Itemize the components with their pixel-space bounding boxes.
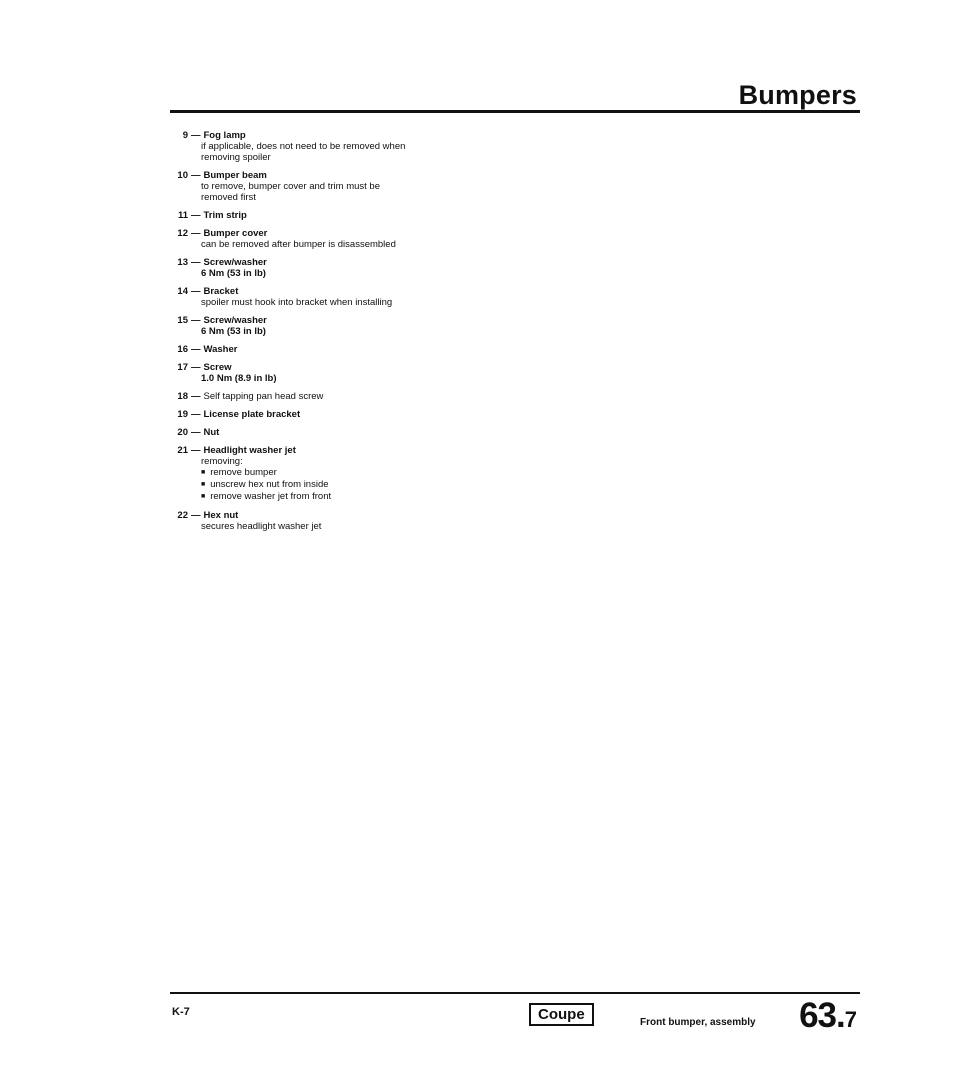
- item-title: Bracket: [203, 286, 239, 297]
- item-number: 10: [177, 170, 188, 181]
- item-dash: —: [191, 391, 201, 402]
- item-dash: —: [191, 257, 201, 268]
- item-heading: [171, 130, 531, 141]
- item-heading: [171, 286, 531, 297]
- list-item: [171, 286, 531, 308]
- item-dash: —: [191, 510, 201, 521]
- item-note: spoiler must hook into bracket when installing: [201, 297, 393, 308]
- item-dash: —: [191, 210, 201, 221]
- item-dash: —: [191, 286, 201, 297]
- item-number: 9: [182, 130, 188, 141]
- item-heading: [171, 344, 531, 355]
- footer-rule: [170, 992, 860, 994]
- item-title: Screw/washer: [203, 315, 267, 326]
- item-number: 16: [177, 344, 188, 355]
- list-item: [171, 391, 531, 402]
- step-item: ■ remove bumper: [201, 467, 531, 479]
- list-item: [171, 427, 531, 438]
- item-title: Screw/washer: [203, 257, 267, 268]
- item-note: removed first: [201, 192, 256, 203]
- item-note: removing spoiler: [201, 152, 271, 163]
- item-heading: [171, 510, 531, 521]
- item-title: Nut: [203, 427, 220, 438]
- torque-spec: 6 Nm (53 in lb): [201, 268, 266, 279]
- item-number: 14: [177, 286, 188, 297]
- header-rule: [170, 110, 860, 113]
- item-title: Headlight washer jet: [203, 445, 296, 456]
- item-note: to remove, bumper cover and trim must be: [201, 181, 380, 192]
- list-item: [171, 210, 531, 221]
- item-number: 19: [177, 409, 188, 420]
- item-number: 15: [177, 315, 188, 326]
- list-item: [171, 130, 531, 163]
- item-dash: —: [191, 228, 201, 239]
- step-item: ■ unscrew hex nut from inside: [201, 479, 531, 491]
- torque-spec: 1.0 Nm (8.9 in lb): [201, 373, 277, 384]
- item-heading: [171, 427, 531, 438]
- item-heading: [171, 409, 531, 420]
- item-number: 13: [177, 257, 188, 268]
- page-code: K-7: [172, 1006, 190, 1018]
- item-title: Fog lamp: [203, 130, 246, 141]
- list-item: [171, 409, 531, 420]
- item-dash: —: [191, 409, 201, 420]
- step-list: [171, 467, 531, 503]
- list-item: [171, 344, 531, 355]
- list-item: [171, 228, 531, 250]
- item-number: 20: [177, 427, 188, 438]
- item-title: Screw: [203, 362, 232, 373]
- item-number: 17: [177, 362, 188, 373]
- page-title: Bumpers: [738, 80, 857, 110]
- item-number: 18: [177, 391, 188, 402]
- section-label: Front bumper, assembly: [640, 1017, 756, 1028]
- item-note: if applicable, does not need to be removed when: [201, 141, 406, 152]
- item-heading: [171, 445, 531, 456]
- item-note: removing:: [201, 456, 243, 467]
- item-dash: —: [191, 170, 201, 181]
- item-heading: [171, 210, 531, 221]
- item-dash: —: [191, 445, 201, 456]
- torque-spec: 6 Nm (53 in lb): [201, 326, 266, 337]
- item-dash: —: [191, 362, 201, 373]
- page-number-sub: 7: [844, 1007, 857, 1032]
- item-title: Self tapping pan head screw: [203, 391, 324, 402]
- item-title: License plate bracket: [203, 409, 301, 420]
- item-heading: [171, 362, 531, 373]
- item-dash: —: [191, 344, 201, 355]
- item-dash: —: [191, 427, 201, 438]
- step-item: ■ remove washer jet from front: [201, 491, 531, 503]
- item-number: 12: [177, 228, 188, 239]
- item-note: secures headlight washer jet: [201, 521, 322, 532]
- item-dash: —: [191, 130, 201, 141]
- parts-list: [171, 130, 531, 539]
- item-title: Hex nut: [203, 510, 239, 521]
- item-heading: [171, 315, 531, 326]
- list-item: [171, 445, 531, 503]
- item-heading: [171, 257, 531, 268]
- item-title: Bumper beam: [203, 170, 267, 181]
- list-item: [171, 315, 531, 337]
- item-dash: —: [191, 315, 201, 326]
- item-heading: [171, 391, 531, 402]
- list-item: [171, 257, 531, 279]
- model-badge: Coupe: [529, 1003, 594, 1026]
- list-item: [171, 170, 531, 203]
- item-heading: [171, 170, 531, 181]
- list-item: [171, 362, 531, 384]
- item-heading: [171, 228, 531, 239]
- page-number-main: 63.: [799, 996, 845, 1035]
- item-title: Trim strip: [203, 210, 247, 221]
- item-note: can be removed after bumper is disassembled: [201, 239, 396, 250]
- list-item: [171, 510, 531, 532]
- item-number: 22: [177, 510, 188, 521]
- item-number: 11: [177, 210, 188, 221]
- page-number: [799, 996, 857, 1036]
- item-number: 21: [177, 445, 188, 456]
- item-title: Bumper cover: [203, 228, 268, 239]
- item-title: Washer: [203, 344, 238, 355]
